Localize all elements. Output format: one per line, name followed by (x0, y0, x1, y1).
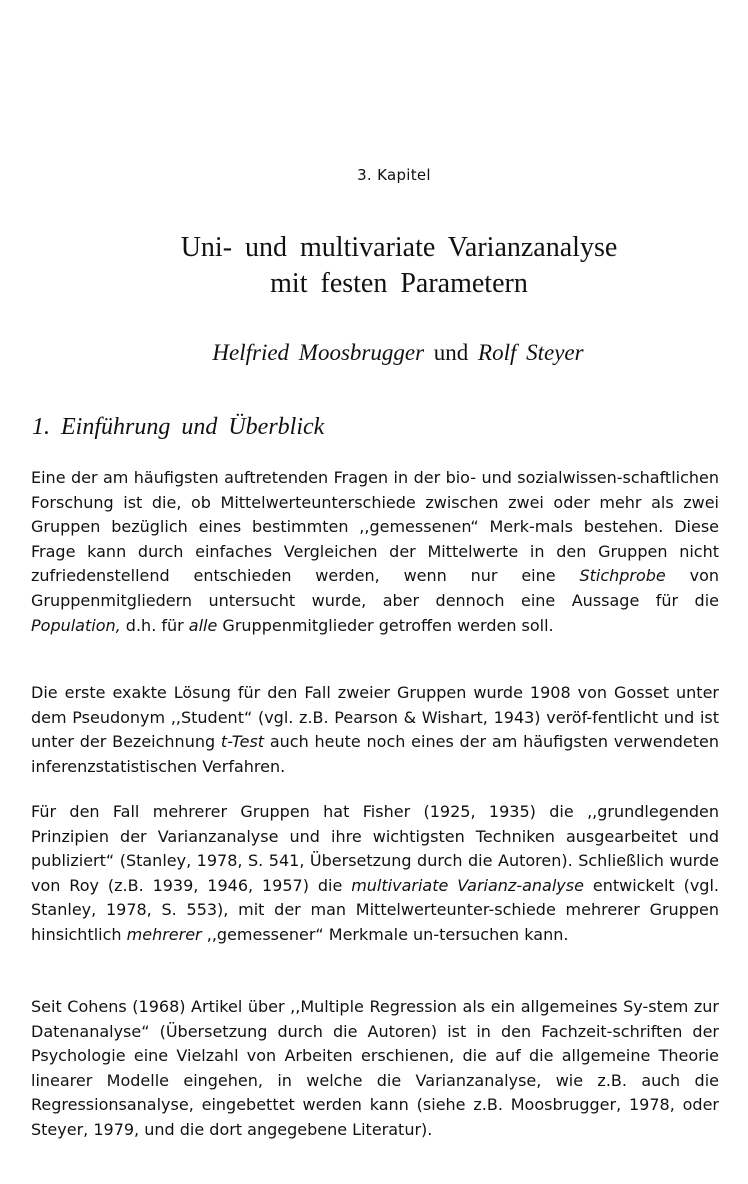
paragraph-1-emphasis-alle: alle (188, 615, 218, 635)
chapter-title-line-1: Uni- und multivariate Varianzanalyse (180, 232, 618, 263)
paragraph-3-emphasis-mehrerer: mehrerer (126, 924, 202, 944)
chapter-title (0, 230, 748, 302)
paragraph-3-text-b: entwickelt (vgl. Stanley, 1978, S. 553), mit der man Mittelwerteunter-schiede mehrerer Gruppen hinsichtlich (31, 875, 719, 944)
author-1: Helfried Moosbrugger (212, 340, 425, 365)
paragraph-4 (31, 995, 719, 1143)
paragraph-1-text-a: Eine der am häufigsten auftretenden Fragen in der bio- und sozialwissen-schaftlichen Forschung ist die, ob Mittelwerteunterschiede zwischen zwei oder mehr als zwei Gruppen bezüglich eines bestimmten ,,gemessenen“ Merk-mals bestehen. Diese Frage kann durch einfaches Vergleichen der Mittelwerte in den Gruppen nicht zufriedenstellend entschieden werden, wenn nur eine (31, 468, 719, 586)
paragraph-3 (31, 800, 719, 948)
paragraph-2-text-a: Die erste exakte Lösung für den Fall zweier Gruppen wurde 1908 von Gosset unter dem Pseudonym ,,Student“ (vgl. z.B. Pearson & Wishart, 1943) veröf-fentlicht und ist unter der Bezeichnung (31, 683, 719, 752)
paragraph-3-emphasis-multivariate: multivariate Varianz-analyse (351, 875, 584, 895)
paragraph-1-emphasis-population: Population, (31, 615, 121, 635)
chapter-title-line-2: mit festen Parametern (270, 268, 528, 299)
paragraph-2 (31, 681, 719, 779)
author-connector: und (433, 340, 469, 365)
paragraph-1-text-d: Gruppenmitglieder getroffen werden soll. (217, 615, 554, 635)
chapter-number: 3. Kapitel (357, 166, 431, 184)
paragraph-3-text-c: ,,gemessener“ Merkmale un-tersuchen kann. (201, 924, 569, 944)
paragraph-1 (31, 466, 719, 638)
paragraph-1-emphasis-stichprobe: Stichprobe (579, 566, 666, 586)
paragraph-1-text-b: von Gruppenmitgliedern untersucht wurde, aber dennoch eine Aussage für die (31, 566, 720, 610)
paragraph-1-text-c: d.h. für (120, 615, 189, 635)
paragraph-3-text-a: Für den Fall mehrerer Gruppen hat Fisher (1925, 1935) die ,,grundlegenden Prinzipien der Varianzanalyse und ihre wichtigsten Techniken ausgearbeitet und publiziert“ (Stanley, 1978, S. 541, Übersetzung durch die Autoren). Schließlich wurde von Roy (z.B. 1939, 1946, 1957) die (31, 802, 719, 895)
author-2: Rolf Steyer (478, 340, 584, 365)
author-line (0, 340, 748, 366)
section-heading: 1. Einführung und Überblick (32, 414, 325, 440)
paragraph-2-text-b: auch heute noch eines der am häufigsten verwendeten inferenzstatistischen Verfahren. (31, 732, 719, 776)
paragraph-2-emphasis-t-test: t-Test (220, 732, 265, 752)
paragraph-4-text-a: Seit Cohens (1968) Artikel über ,,Multiple Regression als ein allgemeines Sy-stem zur Datenanalyse“ (Übersetzung durch die Autoren) ist in den Fachzeit-schriften der Psychologie eine Vielzahl von Arbeiten erschienen, die auf die allgemeine Theorie linearer Modelle eingehen, in welche die Varianzanalyse, wie z.B. auch die Regressionsanalyse, eingebettet werden kann (siehe z.B. Moosbrugger, 1978, oder Steyer, 1979, und die dort angegebene Literatur). (31, 997, 719, 1139)
